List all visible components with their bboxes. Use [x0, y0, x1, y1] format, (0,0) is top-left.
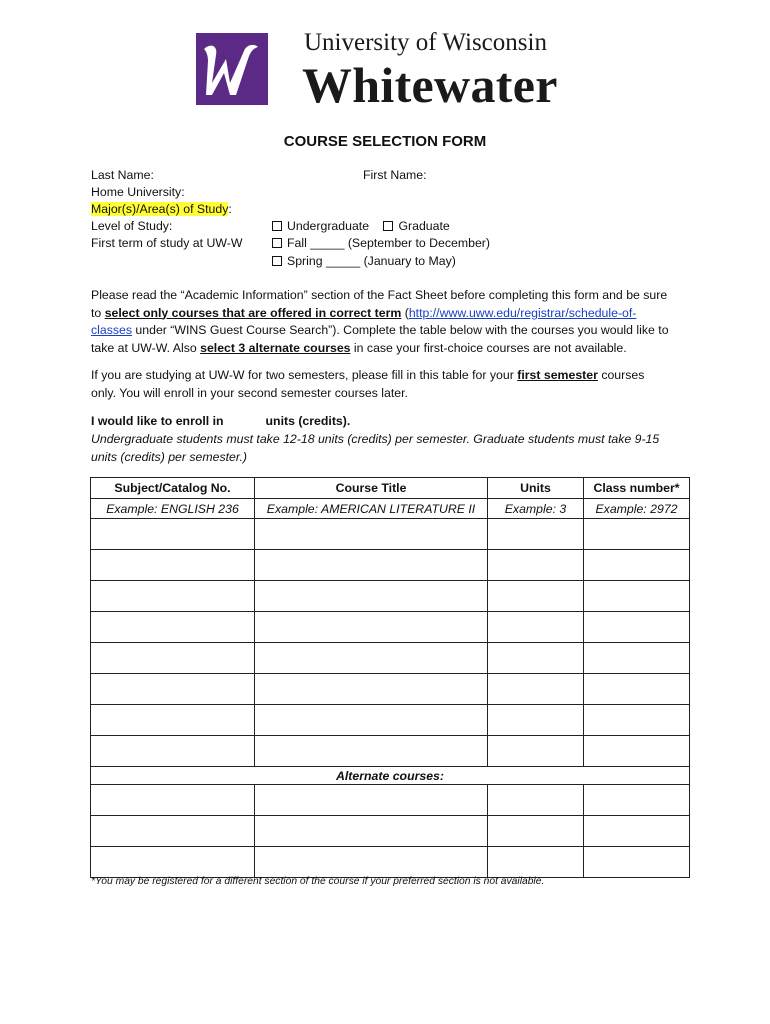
course-title-cell[interactable] — [255, 816, 488, 847]
units-requirement-note: Undergraduate students must take 12-18 units (credits) per semester. Graduate students must take 9-15 units (credits) per semester.) — [91, 432, 660, 464]
enroll-text-a: I would like to enroll in — [91, 414, 224, 428]
p1-text-d: under “WINS Guest Course Search”). Complete the table below with the courses you would like to take at UW-W. Also — [91, 323, 669, 355]
spring-checkbox[interactable] — [272, 256, 282, 266]
table-row[interactable] — [91, 550, 690, 581]
fall-option — [272, 236, 490, 250]
course-title-cell[interactable] — [255, 550, 488, 581]
table-row[interactable] — [91, 847, 690, 878]
table-row[interactable] — [91, 816, 690, 847]
course-title-cell[interactable] — [255, 581, 488, 612]
header-units: Units — [488, 478, 584, 499]
units-cell[interactable] — [488, 612, 584, 643]
subject-cell[interactable] — [91, 674, 255, 705]
alternate-courses-row — [91, 767, 690, 785]
undergraduate-checkbox[interactable] — [272, 221, 282, 231]
course-title-cell[interactable] — [255, 847, 488, 878]
header-course-title: Course Title — [255, 478, 488, 499]
course-title-cell[interactable] — [255, 785, 488, 816]
p1-emphasis-term: select only courses that are offered in correct term — [104, 305, 402, 320]
fall-checkbox[interactable] — [272, 238, 282, 248]
footnote: *You may be registered for a different section of the course if your preferred section is not available. — [91, 876, 545, 887]
subject-cell[interactable] — [91, 612, 255, 643]
subject-cell[interactable] — [91, 705, 255, 736]
home-university-label: Home University: — [91, 185, 185, 199]
spring-label: Spring _____ (January to May) — [287, 254, 456, 268]
subject-cell[interactable] — [91, 581, 255, 612]
table-row[interactable] — [91, 581, 690, 612]
level-of-study-label: Level of Study: — [91, 219, 173, 233]
majors-label — [91, 202, 232, 216]
p1-text-c: ( — [401, 305, 409, 320]
units-cell[interactable] — [488, 550, 584, 581]
example-class-number: Example: 2972 — [584, 499, 690, 519]
subject-cell[interactable] — [91, 519, 255, 550]
table-row[interactable] — [91, 643, 690, 674]
graduate-checkbox[interactable] — [383, 221, 393, 231]
subject-cell[interactable] — [91, 550, 255, 581]
level-options — [272, 219, 450, 233]
university-name-line1: University of Wisconsin — [304, 29, 547, 56]
class-number-cell[interactable] — [584, 612, 690, 643]
subject-cell[interactable] — [91, 736, 255, 767]
units-cell[interactable] — [488, 643, 584, 674]
table-row[interactable] — [91, 785, 690, 816]
last-name-label: Last Name: — [91, 168, 154, 182]
schedule-of-classes-link[interactable]: http://www.uww.edu/registrar/schedule-of-classes — [91, 305, 637, 337]
uw-whitewater-logo — [196, 33, 268, 105]
majors-highlight: Major(s)/Area(s) of Study — [91, 202, 229, 216]
graduate-label: Graduate — [398, 219, 450, 233]
p2-text-a: If you are studying at UW-W for two semesters, please fill in this table for your — [91, 368, 518, 382]
class-number-cell[interactable] — [584, 785, 690, 816]
p1-text-f: in case your first-choice courses are not available. — [350, 340, 627, 355]
fall-label: Fall _____ (September to December) — [287, 236, 490, 250]
table-header-row — [91, 478, 690, 499]
units-cell[interactable] — [488, 705, 584, 736]
example-subject: Example: ENGLISH 236 — [91, 499, 255, 519]
subject-cell[interactable] — [91, 785, 255, 816]
class-number-cell[interactable] — [584, 643, 690, 674]
class-number-cell[interactable] — [584, 674, 690, 705]
first-term-label: First term of study at UW-W — [91, 236, 243, 250]
example-units: Example: 3 — [488, 499, 584, 519]
form-title: COURSE SELECTION FORM — [283, 133, 487, 150]
class-number-cell[interactable] — [584, 847, 690, 878]
subject-cell[interactable] — [91, 643, 255, 674]
enroll-text-b: units (credits). — [265, 414, 351, 428]
course-title-cell[interactable] — [255, 705, 488, 736]
p2-text-c: courses only. You will enroll in your second semester courses later. — [91, 368, 645, 400]
header-subject: Subject/Catalog No. — [91, 478, 255, 499]
class-number-cell[interactable] — [584, 581, 690, 612]
class-number-cell[interactable] — [584, 550, 690, 581]
university-name-line2: Whitewater — [302, 57, 558, 113]
p1-text-a: Please read the “Academic Information” section of the Fact Sheet before completing this form and be sure to — [91, 288, 668, 320]
class-number-cell[interactable] — [584, 816, 690, 847]
table-row[interactable] — [91, 674, 690, 705]
course-table — [90, 477, 690, 878]
class-number-cell[interactable] — [584, 705, 690, 736]
spring-option — [272, 254, 456, 268]
units-cell[interactable] — [488, 785, 584, 816]
example-row — [91, 499, 690, 519]
example-course-title: Example: AMERICAN LITERATURE II — [255, 499, 488, 519]
table-row[interactable] — [91, 705, 690, 736]
first-name-label: First Name: — [363, 168, 427, 182]
instructions-paragraph-2 — [91, 367, 671, 402]
units-cell[interactable] — [488, 674, 584, 705]
units-cell[interactable] — [488, 736, 584, 767]
class-number-cell[interactable] — [584, 519, 690, 550]
course-title-cell[interactable] — [255, 612, 488, 643]
course-title-cell[interactable] — [255, 736, 488, 767]
majors-colon: : — [228, 202, 232, 216]
table-row[interactable] — [91, 612, 690, 643]
course-title-cell[interactable] — [255, 519, 488, 550]
units-cell[interactable] — [488, 519, 584, 550]
header-class-number: Class number* — [584, 478, 690, 499]
units-cell[interactable] — [488, 847, 584, 878]
instructions-paragraph-1 — [91, 287, 671, 357]
table-row[interactable] — [91, 736, 690, 767]
p1-emphasis-alternates: select 3 alternate courses — [200, 340, 351, 355]
p2-emphasis-first-semester: first semester — [517, 368, 598, 382]
subject-cell[interactable] — [91, 816, 255, 847]
subject-cell[interactable] — [91, 847, 255, 878]
units-cell[interactable] — [488, 581, 584, 612]
course-title-cell[interactable] — [255, 643, 488, 674]
table-row[interactable] — [91, 519, 690, 550]
class-number-cell[interactable] — [584, 736, 690, 767]
course-title-cell[interactable] — [255, 674, 488, 705]
alternate-courses-label: Alternate courses: — [91, 767, 690, 785]
enroll-units-line — [91, 414, 350, 428]
units-cell[interactable] — [488, 816, 584, 847]
undergraduate-label: Undergraduate — [287, 219, 370, 233]
